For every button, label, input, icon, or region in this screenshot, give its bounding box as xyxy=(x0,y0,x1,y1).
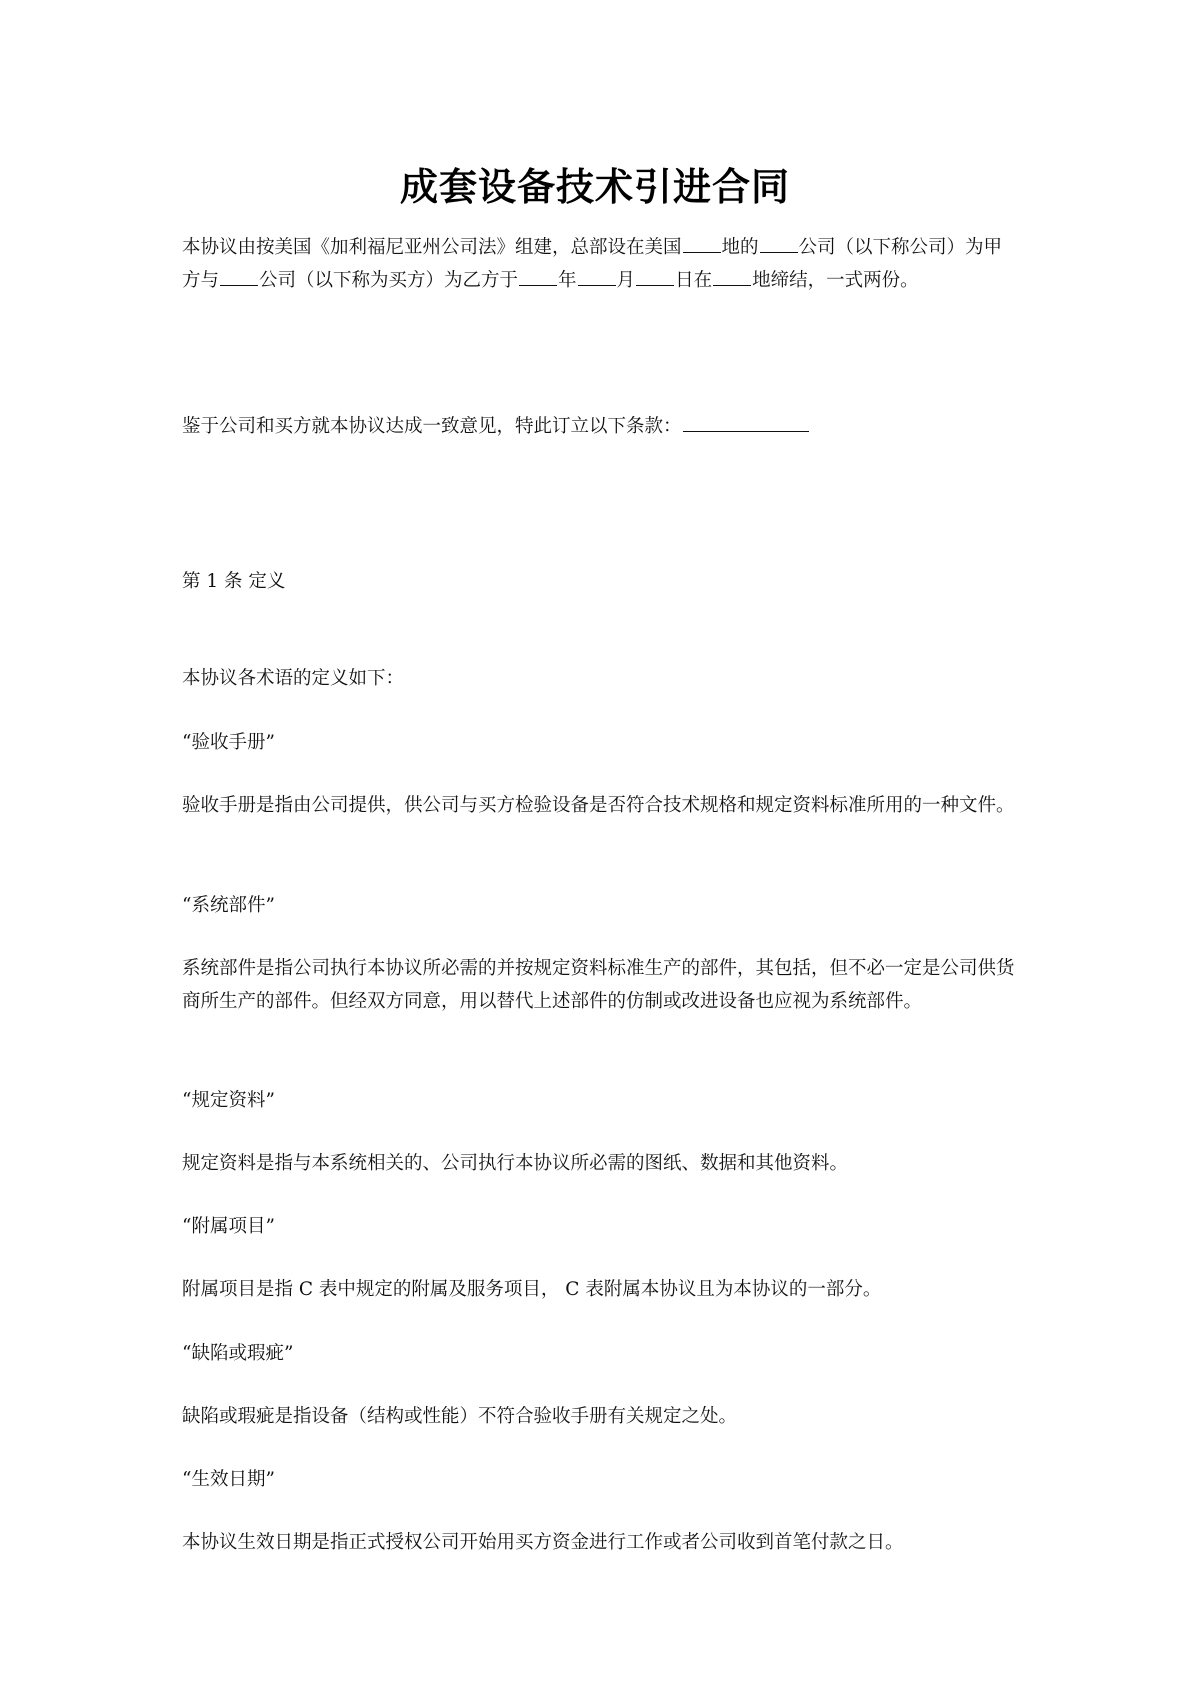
preamble-text-4: 公司（以下称为买方）为乙方于 xyxy=(259,270,519,291)
blank-day xyxy=(636,284,674,286)
term-ancillary-items: “附属项目” xyxy=(182,1216,275,1237)
preamble-text-3: 公司（以下称公司）为甲方与 xyxy=(182,237,1003,291)
blank-month xyxy=(578,284,616,286)
definition-effective-date: 本协议生效日期是指正式授权公司开始用买方资金进行工作或者公司收到首笔付款之日。 xyxy=(182,1532,904,1553)
preamble-text-1: 本协议由按美国《加利福尼亚州公司法》组建，总部设在美国 xyxy=(182,237,682,258)
blank-company-name xyxy=(760,251,798,253)
preamble-text-2: 地的 xyxy=(721,237,759,258)
recital-paragraph xyxy=(182,410,1018,443)
recital-text: 鉴于公司和买方就本协议达成一致意见，特此订立以下条款： xyxy=(182,416,682,437)
definition-system-components: 系统部件是指公司执行本协议所必需的并按规定资料标准生产的部件，其包括，但不必一定是公司供货商所生产的部件。但经双方同意，用以替代上述部件的仿制或改进设备也应视为系统部件。 xyxy=(182,958,1015,1012)
blank-recital xyxy=(683,430,809,432)
term-specified-data: “规定资料” xyxy=(182,1090,275,1111)
preamble-text-7: 日在 xyxy=(675,270,713,291)
blank-location xyxy=(683,251,721,253)
article-1-intro: 本协议各术语的定义如下： xyxy=(182,668,405,689)
definition-ancillary-items: 附属项目是指 C 表中规定的附属及服务项目， C 表附属本协议且为本协议的一部分。 xyxy=(182,1279,882,1300)
definition-specified-data: 规定资料是指与本系统相关的、公司执行本协议所必需的图纸、数据和其他资料。 xyxy=(182,1153,849,1174)
definition-acceptance-manual: 验收手册是指由公司提供，供公司与买方检验设备是否符合技术规格和规定资料标准所用的一种文件。 xyxy=(182,795,1015,816)
preamble-text-5: 年 xyxy=(558,270,577,291)
term-system-components: “系统部件” xyxy=(182,895,275,916)
preamble-paragraph xyxy=(182,231,1018,297)
definition-defects: 缺陷或瑕疵是指设备（结构或性能）不符合验收手册有关规定之处。 xyxy=(182,1406,738,1427)
term-defects: “缺陷或瑕疵” xyxy=(182,1343,294,1364)
blank-year xyxy=(519,284,557,286)
blank-signing-place xyxy=(713,284,751,286)
term-effective-date: “生效日期” xyxy=(182,1469,275,1490)
term-acceptance-manual: “验收手册” xyxy=(182,732,275,753)
document-title: 成套设备技术引进合同 xyxy=(399,165,790,209)
blank-buyer-name xyxy=(220,284,258,286)
preamble-text-8: 地缔结，一式两份。 xyxy=(752,270,919,291)
preamble-text-6: 月 xyxy=(616,270,636,291)
article-1-heading: 第 1 条 定义 xyxy=(182,571,286,592)
